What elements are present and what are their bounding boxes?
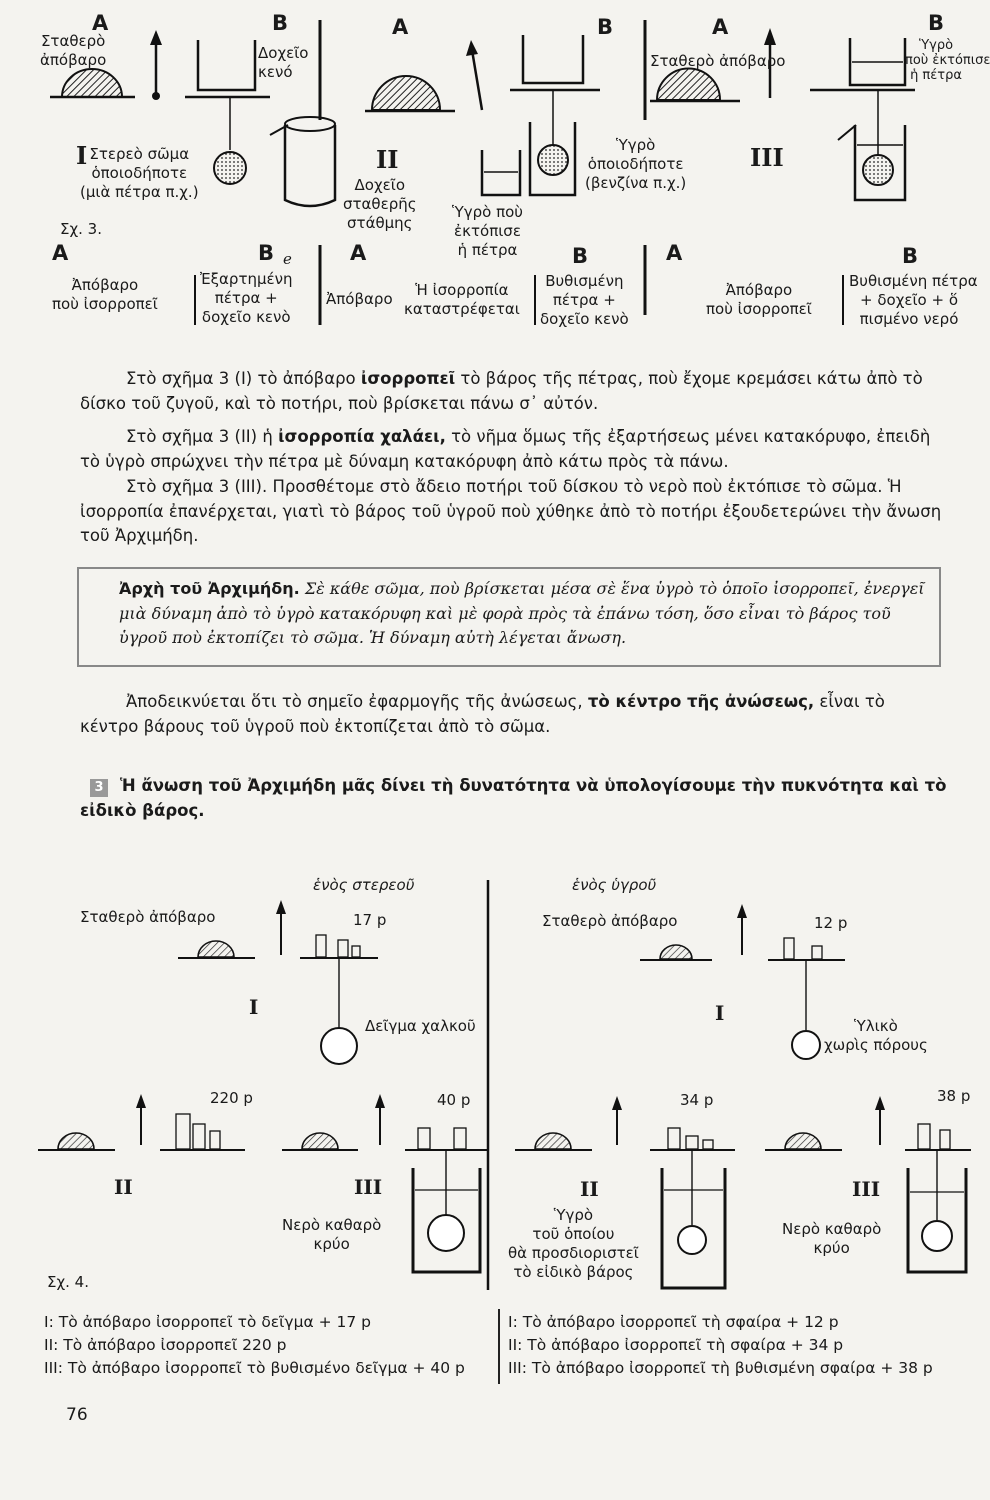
fixed-weight-3-label: Σταθερὸ ἀπόβαρο [650,52,786,70]
fig3-row2-a2: A [350,241,367,265]
list-divider [498,1309,500,1384]
list-item: III: Τὸ ἀπόβαρο ἰσορροπεῖ τὴ βυθισμένη σφαίρα + 38 p [508,1359,933,1377]
fig3-label-a1: A [92,11,109,35]
stone-1 [214,152,246,184]
fig3-caption: Σχ. 3. [60,220,102,238]
empty-cup-1 [198,40,255,90]
empty-cup-2 [523,35,583,83]
stone-2 [538,145,568,175]
principle-title: Ἀρχὴ τοῦ Ἀρχιμήδη. [119,579,300,598]
section-3-heading: 3 Ἡ ἄνωση τοῦ Ἀρχιμήδη μᾶς δίνει τὴ δυνατότητα νὰ ὑπολογίσουμε τὴν πυκνότητα καὶ τὸ εἰδικὸ βάρος. [80,776,947,820]
weight-34: 34 p [680,1091,714,1109]
roman-III: III [750,143,784,172]
stone-3 [863,155,893,185]
fig3-label-b1: B [272,11,289,35]
fig4-left-II: II [114,1175,133,1199]
immersed-stone-label: Βυθισμένη πέτρα + δοχεῖο κενὸ [540,272,629,328]
tare-balances-label: Ἀπόβαρο ποὺ ἰσορροπεῖ [52,276,158,313]
paragraph-fig3-I: Στὸ σχῆμα 3 (I) τὸ ἀπόβαρο ἰσορροπεῖ τὸ βάρος τῆς πέτρας, ποὺ ἔχομε κρεμάσει κάτω ἀπὸ τὸ δίσκο τοῦ ζυγοῦ, καὶ τὸ ποτήρι, ποὺ βρίσκεται πάνω σ᾿ αὐτόν. [80,369,923,413]
container-empty-label: Δοχεῖο κενό [258,44,309,81]
tare-balances-2-label: Ἀπόβαρο ποὺ ἰσορροπεῖ [706,281,812,318]
fig3-row2-b1: B [258,241,275,265]
fixed-weight-label: Σταθερὸ ἀπόβαρο [40,32,107,69]
fig3-row2-b2: B [572,244,589,268]
liquid-displaced-right-label: Ὑγρὸ ποὺ ἐκτόπισε ἡ πέτρα [905,38,990,83]
list-item: I: Τὸ ἀπόβαρο ἰσορροπεῖ τὴ σφαίρα + 12 p [508,1313,839,1331]
arrow-2 [472,50,482,110]
weight-40: 40 p [437,1091,471,1109]
fig4-left-I: I [249,995,259,1019]
displaced-liquid-label: Ὑγρὸ ποὺ ἐκτόπισε ἡ πέτρα [452,203,523,259]
fig4-left-III: III [354,1175,383,1199]
right-measurements-list [508,1311,971,1380]
weight-38: 38 p [937,1087,971,1105]
archimedes-principle-box [77,567,941,667]
fig3-row2-e: e [283,250,292,268]
center-of-buoyancy-paragraph: Ἀποδεικνύεται ὅτι τὸ σημεῖο ἐφαρμογῆς τῆς ἀνώσεως, τὸ κέντρο τῆς ἀνώσεως, εἶναι τὸ κέντρο βάρους τοῦ ὑγροῦ ποὺ ἐκτοπίζεται ἀπὸ τὸ σῶμα. [80,692,885,736]
page-number: 76 [66,1405,88,1425]
fig4-fixed-tare-right: Σταθερὸ ἀπόβαρο [542,912,678,930]
tare-dome-1 [62,69,122,97]
fig4-liquid-label: ἑνὸς ὑγροῦ [572,876,657,894]
fig3-row2-a1: A [52,241,69,265]
principle-body: Σὲ κάθε σῶμα, ποὺ βρίσκεται μέσα σὲ ἕνα ὑγρὸ τὸ ὁποῖο ἰσορροπεῖ, ἐνεργεῖ μιὰ δύναμη ἀπὸ τὸ ὑγρὸ κατακόρυφη καὶ μὲ φορὰ πρὸς τὰ ἐπάνω τόση, ὅσο εἶναι τὸ βάρος τοῦ ὑγροῦ ποὺ ἐκτοπίζει τὸ σῶμα. Ἡ δύναμη αὐτὴ λέγεται ἄνωση. [119,579,925,647]
constant-level-label: Δοχεῖο σταθερῆς στάθμης [343,176,417,232]
overflow-vessel [285,125,335,206]
tare-label: Ἀπόβαρο [326,290,393,308]
copper-sample-label: Δεῖγμα χαλκοῦ [365,1017,476,1035]
balance-destroyed-label: Ἡ ἰσορροπία καταστρέφεται [404,281,520,318]
fig3-row2-b3: B [902,244,919,268]
fig4-right-II: II [580,1177,599,1201]
fig3-label-a2: A [392,15,409,39]
fig3-label-a3: A [712,15,729,39]
water-label-left: Νερὸ καθαρὸ κρύο [282,1216,382,1253]
list-item: I: Τὸ ἀπόβαρο ἰσορροπεῖ τὸ δεῖγμα + 17 p [44,1313,372,1331]
fig4-right-III: III [852,1177,881,1201]
section-number: 3 [90,779,108,797]
tare-dome-2 [372,76,440,110]
liquid-any-label: Ὑγρὸ ὁποιοδήποτε (βενζίνα π.χ.) [585,136,687,192]
water-label-right: Νερὸ καθαρὸ κρύο [782,1220,882,1257]
left-measurements-list [44,1311,465,1380]
solid-body-label: Στερεὸ σῶμα ὁποιοδήποτε (μιὰ πέτρα π.χ.) [80,145,199,201]
target-liquid-label: Ὑγρὸ τοῦ ὁποίου θὰ προσδιοριστεῖ τὸ εἰδικὸ βάρος [508,1206,639,1281]
list-item: II: Τὸ ἀπόβαρο ἰσορροπεῖ τὴ σφαίρα + 34 p [508,1336,844,1354]
paragraph-fig3-II: Στὸ σχῆμα 3 (II) ἡ ἰσορροπία χαλάει, τὸ νῆμα ὅμως τῆς ἐξαρτήσεως μένει κατακόρυφο, ἐπειδὴ τὸ ὑγρὸ σπρώχνει τὴν πέτρα μὲ δύναμη κατακόρυφη ἀπὸ κάτω πρὸς τὰ πάνω. [80,427,931,471]
tare-dome-3 [657,69,720,100]
immersed-full-label: Βυθισμένη πέτρα + δοχεῖο + ὅ πισμένο νερό [849,272,978,328]
weight-17: 17 p [353,911,387,929]
fig4-caption: Σχ. 4. [47,1273,89,1291]
paragraph-fig3-III: Στὸ σχῆμα 3 (III). Προσθέτομε στὸ ἄδειο ποτήρι τοῦ δίσκου τὸ νερὸ ποὺ ἐκτόπισε τὸ σῶμα. Ἡ ἰσορροπία ἐπανέρχεται, γιατὶ τὸ βάρος τοῦ ὑγροῦ ποὺ χύθηκε ἀπὸ τὸ ποτήρι ἐξουδετερώνει τὴν ἄνωση τοῦ Ἀρχιμήδη. [80,477,942,545]
list-item: III: Τὸ ἀπόβαρο ἰσορροπεῖ τὸ βυθισμένο δεῖγμα + 40 p [44,1359,465,1377]
fig3-label-b3: B [928,11,945,35]
hanging-stone-label: Ἐξαρτημένη πέτρα + δοχεῖο κενὸ [200,270,293,326]
weight-12: 12 p [814,914,848,932]
nonporous-label: Ὑλικὸ χωρὶς πόρους [824,1017,928,1054]
fig4-fixed-tare-left: Σταθερὸ ἀπόβαρο [80,908,216,926]
fig3-label-b2: B [597,15,614,39]
fig4-right-I: I [715,1001,725,1025]
fig3-row2-a3: A [666,241,683,265]
roman-I: I [76,141,88,170]
fig4-solid-label: ἑνὸς στερεοῦ [313,876,415,894]
roman-II: II [376,145,399,174]
list-item: II: Τὸ ἀπόβαρο ἰσορροπεῖ 220 p [44,1336,287,1354]
weight-220: 220 p [210,1089,253,1107]
